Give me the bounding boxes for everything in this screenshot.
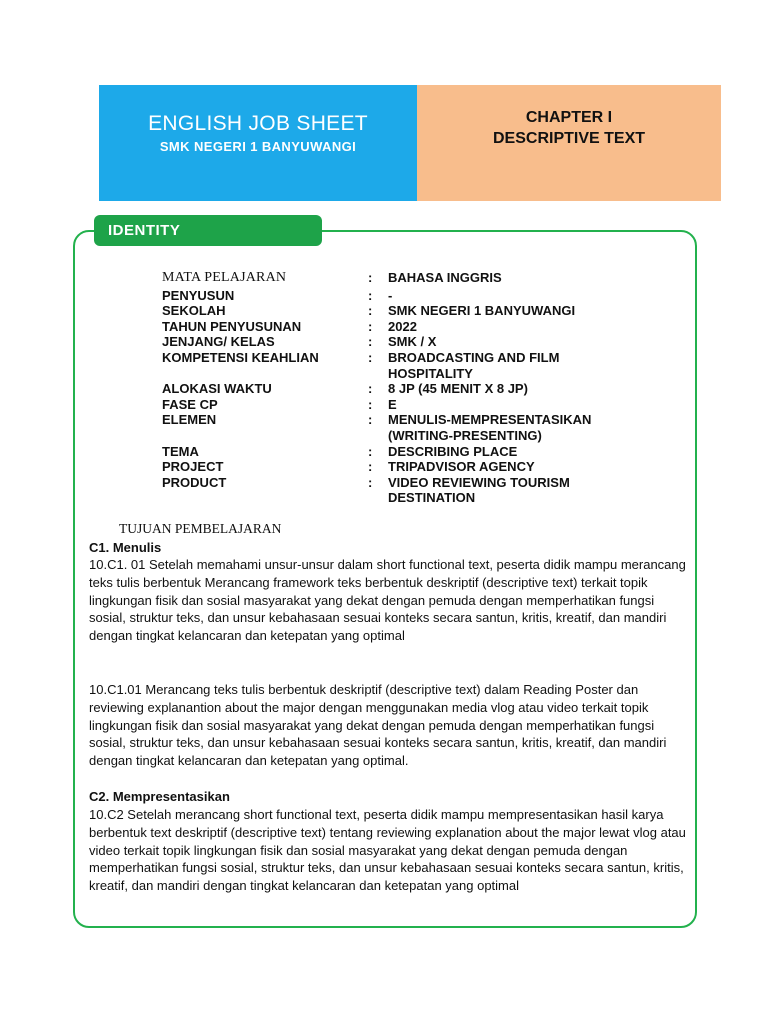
row-colon: : — [368, 381, 373, 396]
row-colon: : — [368, 319, 373, 334]
row-colon: : — [368, 475, 373, 490]
row-value: - — [388, 288, 393, 303]
chapter-number: CHAPTER I — [525, 109, 613, 126]
learning-objectives-title: TUJUAN PEMBELAJARAN — [119, 521, 282, 536]
row-colon: : — [368, 444, 373, 459]
chapter-title: DESCRIPTIVE TEXT — [492, 130, 646, 147]
row-value: TRIPADVISOR AGENCY — [388, 459, 535, 474]
row-colon: : — [368, 412, 373, 427]
row-label: JENJANG/ KELAS — [162, 334, 275, 349]
c2-paragraph: 10.C2 Setelah merancang short functional text, peserta didik mampu mempresentasikan hasil karya berbentuk text deskriptif (descriptive text) tentang reviewing explanation about the major lewat vlog atau video terkait topik lingkungan fisik dan sosial masyarakat yang dekat dengan pemuda dengan memperhatikan fungsi sosial, struktur teks, dan unsur kebahasaan sesuai konteks secara santun, kritis, kreatif, dan mandiri dengan tingkat kelancaran dan ketepatan yang optimal — [89, 807, 686, 894]
identity-tab: IDENTITY — [94, 215, 322, 246]
row-colon: : — [368, 270, 373, 285]
row-label: MATA PELAJARAN — [162, 270, 287, 285]
row-value: SMK NEGERI 1 BANYUWANGI — [388, 303, 576, 318]
header-title-block — [99, 85, 417, 201]
c1-paragraph-1: 10.C1. 01 Setelah memahami unsur-unsur dalam short functional text, peserta didik mampu merancang teks tulis berbentuk Merancang framework teks berbentuk deskriptif (descriptive text) terkait topik lingkungan fisik dan sosial masyarakat yang dekat dengan pemuda dengan memperhatikan fungsi sosial, struktur teks, dan unsur kebahasaan sesuai konteks secara santun, kritis, kreatif, dan mandiri dengan tingkat kelancaran dan ketepatan yang optimal — [89, 557, 686, 644]
row-value: BROADCASTING AND FILM — [388, 350, 560, 365]
school-name: SMK NEGERI 1 BANYUWANGI — [159, 139, 357, 154]
row-label: SEKOLAH — [162, 303, 226, 318]
row-label: ELEMEN — [162, 412, 217, 427]
row-value: SMK / X — [388, 334, 437, 349]
row-value: MENULIS-MEMPRESENTASIKAN — [388, 412, 592, 427]
header-chapter-block — [417, 85, 721, 201]
c1-heading: C1. Menulis — [89, 540, 162, 555]
row-value: DESCRIBING PLACE — [388, 444, 518, 459]
row-value: HOSPITALITY — [388, 366, 473, 381]
c2-heading: C2. Mempresentasikan — [89, 789, 230, 804]
row-colon: : — [368, 397, 373, 412]
row-label: TAHUN PENYUSUNAN — [162, 319, 302, 334]
row-colon: : — [368, 334, 373, 349]
row-value: BAHASA INGGRIS — [388, 270, 502, 285]
row-value: E — [388, 397, 397, 412]
row-value: 8 JP (45 MENIT X 8 JP) — [388, 381, 528, 396]
row-colon: : — [368, 288, 373, 303]
row-label: ALOKASI WAKTU — [162, 381, 272, 396]
row-label: PROJECT — [162, 459, 224, 474]
row-value: DESTINATION — [388, 490, 476, 505]
row-colon: : — [368, 303, 373, 318]
row-value: 2022 — [388, 319, 417, 334]
row-label: KOMPETENSI KEAHLIAN — [162, 350, 319, 365]
document-title: ENGLISH JOB SHEET — [148, 112, 368, 135]
row-value: (WRITING-PRESENTING) — [388, 428, 542, 443]
c1-paragraph-2: 10.C1.01 Merancang teks tulis berbentuk deskriptif (descriptive text) dalam Reading Poster dan reviewing explanantion about the major dengan menggunakan media vlog atau video terkait topik lingkungan fisik dan sosial masyarakat yang dekat dengan pemuda dengan memperhatikan fungsi sosial, struktur teks, dan unsur kebahasaan sesuai konteks secara santun, kritis, kreatif, dan mandiri dengan tingkat kelancaran dan ketepatan yang optimal. — [89, 682, 667, 769]
row-colon: : — [368, 459, 373, 474]
row-label: TEMA — [162, 444, 199, 459]
row-colon: : — [368, 350, 373, 365]
row-label: PRODUCT — [162, 475, 227, 490]
row-label: PENYUSUN — [162, 288, 235, 303]
row-label: FASE CP — [162, 397, 218, 412]
row-value: VIDEO REVIEWING TOURISM — [388, 475, 570, 490]
